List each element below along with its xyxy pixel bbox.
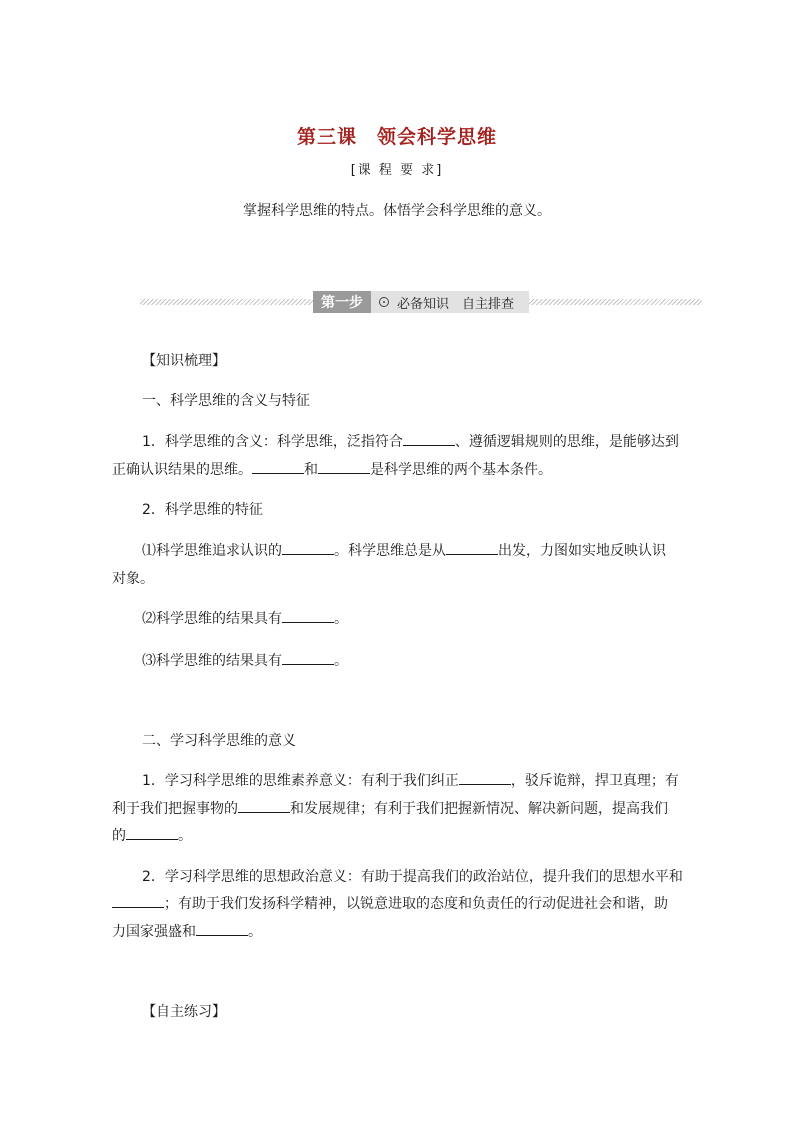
part2-item2-line1: 2．学习科学思维的思想政治意义：有助于提高我们的政治站位，提升我们的思想水平和 xyxy=(142,869,683,885)
part1-sub2: ⑵科学思维的结果具有 。 xyxy=(142,608,348,628)
requirements-text: 掌握科学思维的特点。体悟学会科学思维的意义。 xyxy=(243,203,551,219)
part1-item1-line1: 1．科学思维的含义：科学思维，泛指符合 、遵循逻辑规则的思维，是能够达到 xyxy=(142,431,679,451)
part1-item2: 2．科学思维的特征 xyxy=(142,502,263,518)
step-banner xyxy=(140,291,702,313)
step-badge: 第一步 xyxy=(313,291,371,313)
blank xyxy=(318,459,370,474)
blank xyxy=(282,650,334,665)
target-icon xyxy=(379,297,389,307)
part1-sub3: ⑶科学思维的结果具有 。 xyxy=(142,650,348,670)
blank xyxy=(282,608,334,623)
blank xyxy=(196,921,248,936)
blank xyxy=(446,540,498,555)
part1-sub1-line2: 对象。 xyxy=(112,571,154,587)
part1-sub1-line1: ⑴科学思维追求认识的 。科学思维总是从 出发，力图如实地反映认识 xyxy=(142,540,666,560)
part2-title: 二、学习科学思维的意义 xyxy=(142,733,296,749)
part2-item1-line2: 利于我们把握事物的 和发展规律；有利于我们把握新情况、解决新问题，提高我们 xyxy=(112,798,668,818)
banner-text: 必备知识 自主排查 xyxy=(397,296,515,312)
banner-hatch-left xyxy=(140,299,313,305)
blank xyxy=(403,431,455,446)
course-requirements-label: [课 程 要 求] xyxy=(350,163,444,178)
banner-hatch-right xyxy=(529,299,702,305)
blank xyxy=(282,540,334,555)
part2-item1-line3: 的 。 xyxy=(112,825,192,845)
blank xyxy=(112,893,164,908)
blank xyxy=(459,770,511,785)
section-heading-practice: 【自主练习】 xyxy=(142,1004,226,1020)
part1-title: 一、科学思维的含义与特征 xyxy=(142,393,310,409)
part2-item1-line1: 1．学习科学思维的思维素养意义：有利于我们纠正 ，驳斥诡辩，捍卫真理；有 xyxy=(142,770,679,790)
blank xyxy=(126,825,178,840)
banner-pill xyxy=(313,291,529,313)
part2-item2-line2: ；有助于我们发扬科学精神，以锐意进取的态度和负责任的行动促进社会和谐，助 xyxy=(112,893,668,913)
page-title: 第三课 领会科学思维 xyxy=(296,126,497,148)
part1-item1-line2: 正确认识结果的思维。 和 是科学思维的两个基本条件。 xyxy=(112,459,552,479)
blank xyxy=(238,798,290,813)
part2-item2-line3: 力国家强盛和 。 xyxy=(112,921,262,941)
section-heading-knowledge: 【知识梳理】 xyxy=(142,353,226,369)
blank xyxy=(252,459,304,474)
